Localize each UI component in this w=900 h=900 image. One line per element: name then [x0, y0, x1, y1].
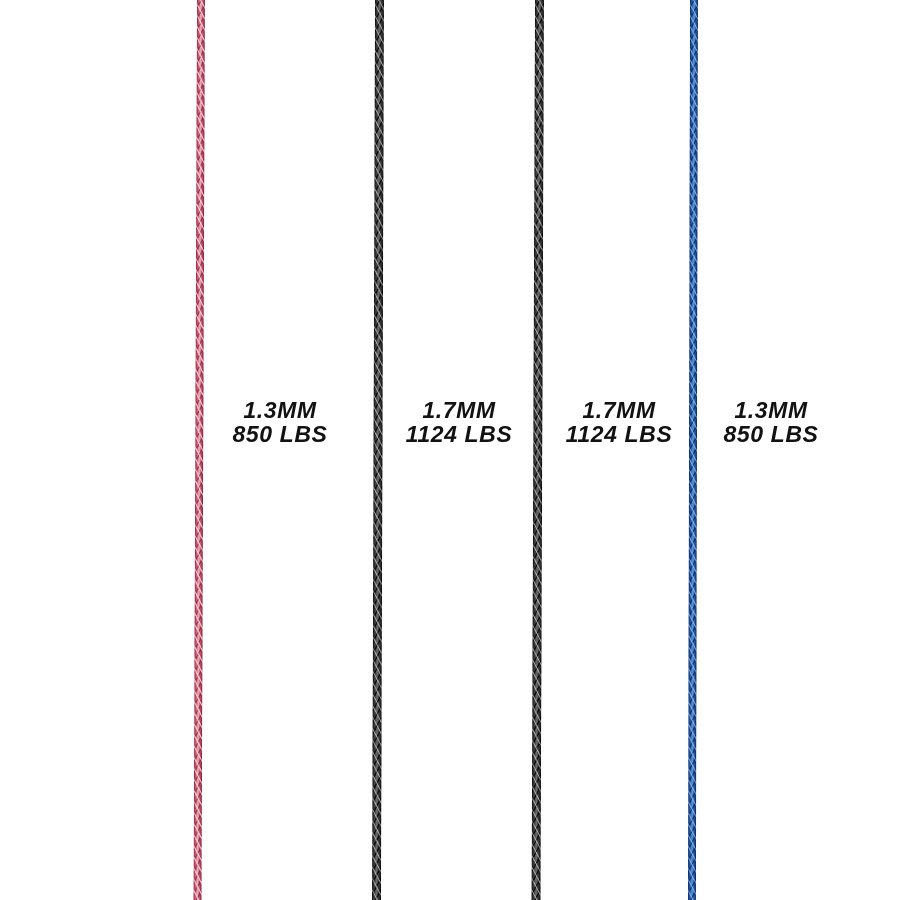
cord-strength-text: 1124 LBS — [405, 421, 513, 447]
cord-diameter-text: 1.7MM — [582, 397, 656, 423]
spec-label-red-cord — [180, 398, 380, 446]
cord-diameter-text: 1.3MM — [734, 397, 808, 423]
cord-strength-text: 850 LBS — [232, 421, 328, 447]
black-braided-cord-right — [531, 0, 544, 900]
cord-diameter-text: 1.3MM — [243, 397, 317, 423]
red-braided-cord — [193, 0, 205, 900]
spec-label-blue-cord — [671, 398, 871, 446]
blue-braided-cord — [688, 0, 698, 900]
cord-strength-text: 850 LBS — [723, 421, 819, 447]
cord-diameter-text: 1.7MM — [422, 397, 496, 423]
cord-strength-text: 1124 LBS — [565, 421, 673, 447]
black-braided-cord-left — [371, 0, 383, 900]
